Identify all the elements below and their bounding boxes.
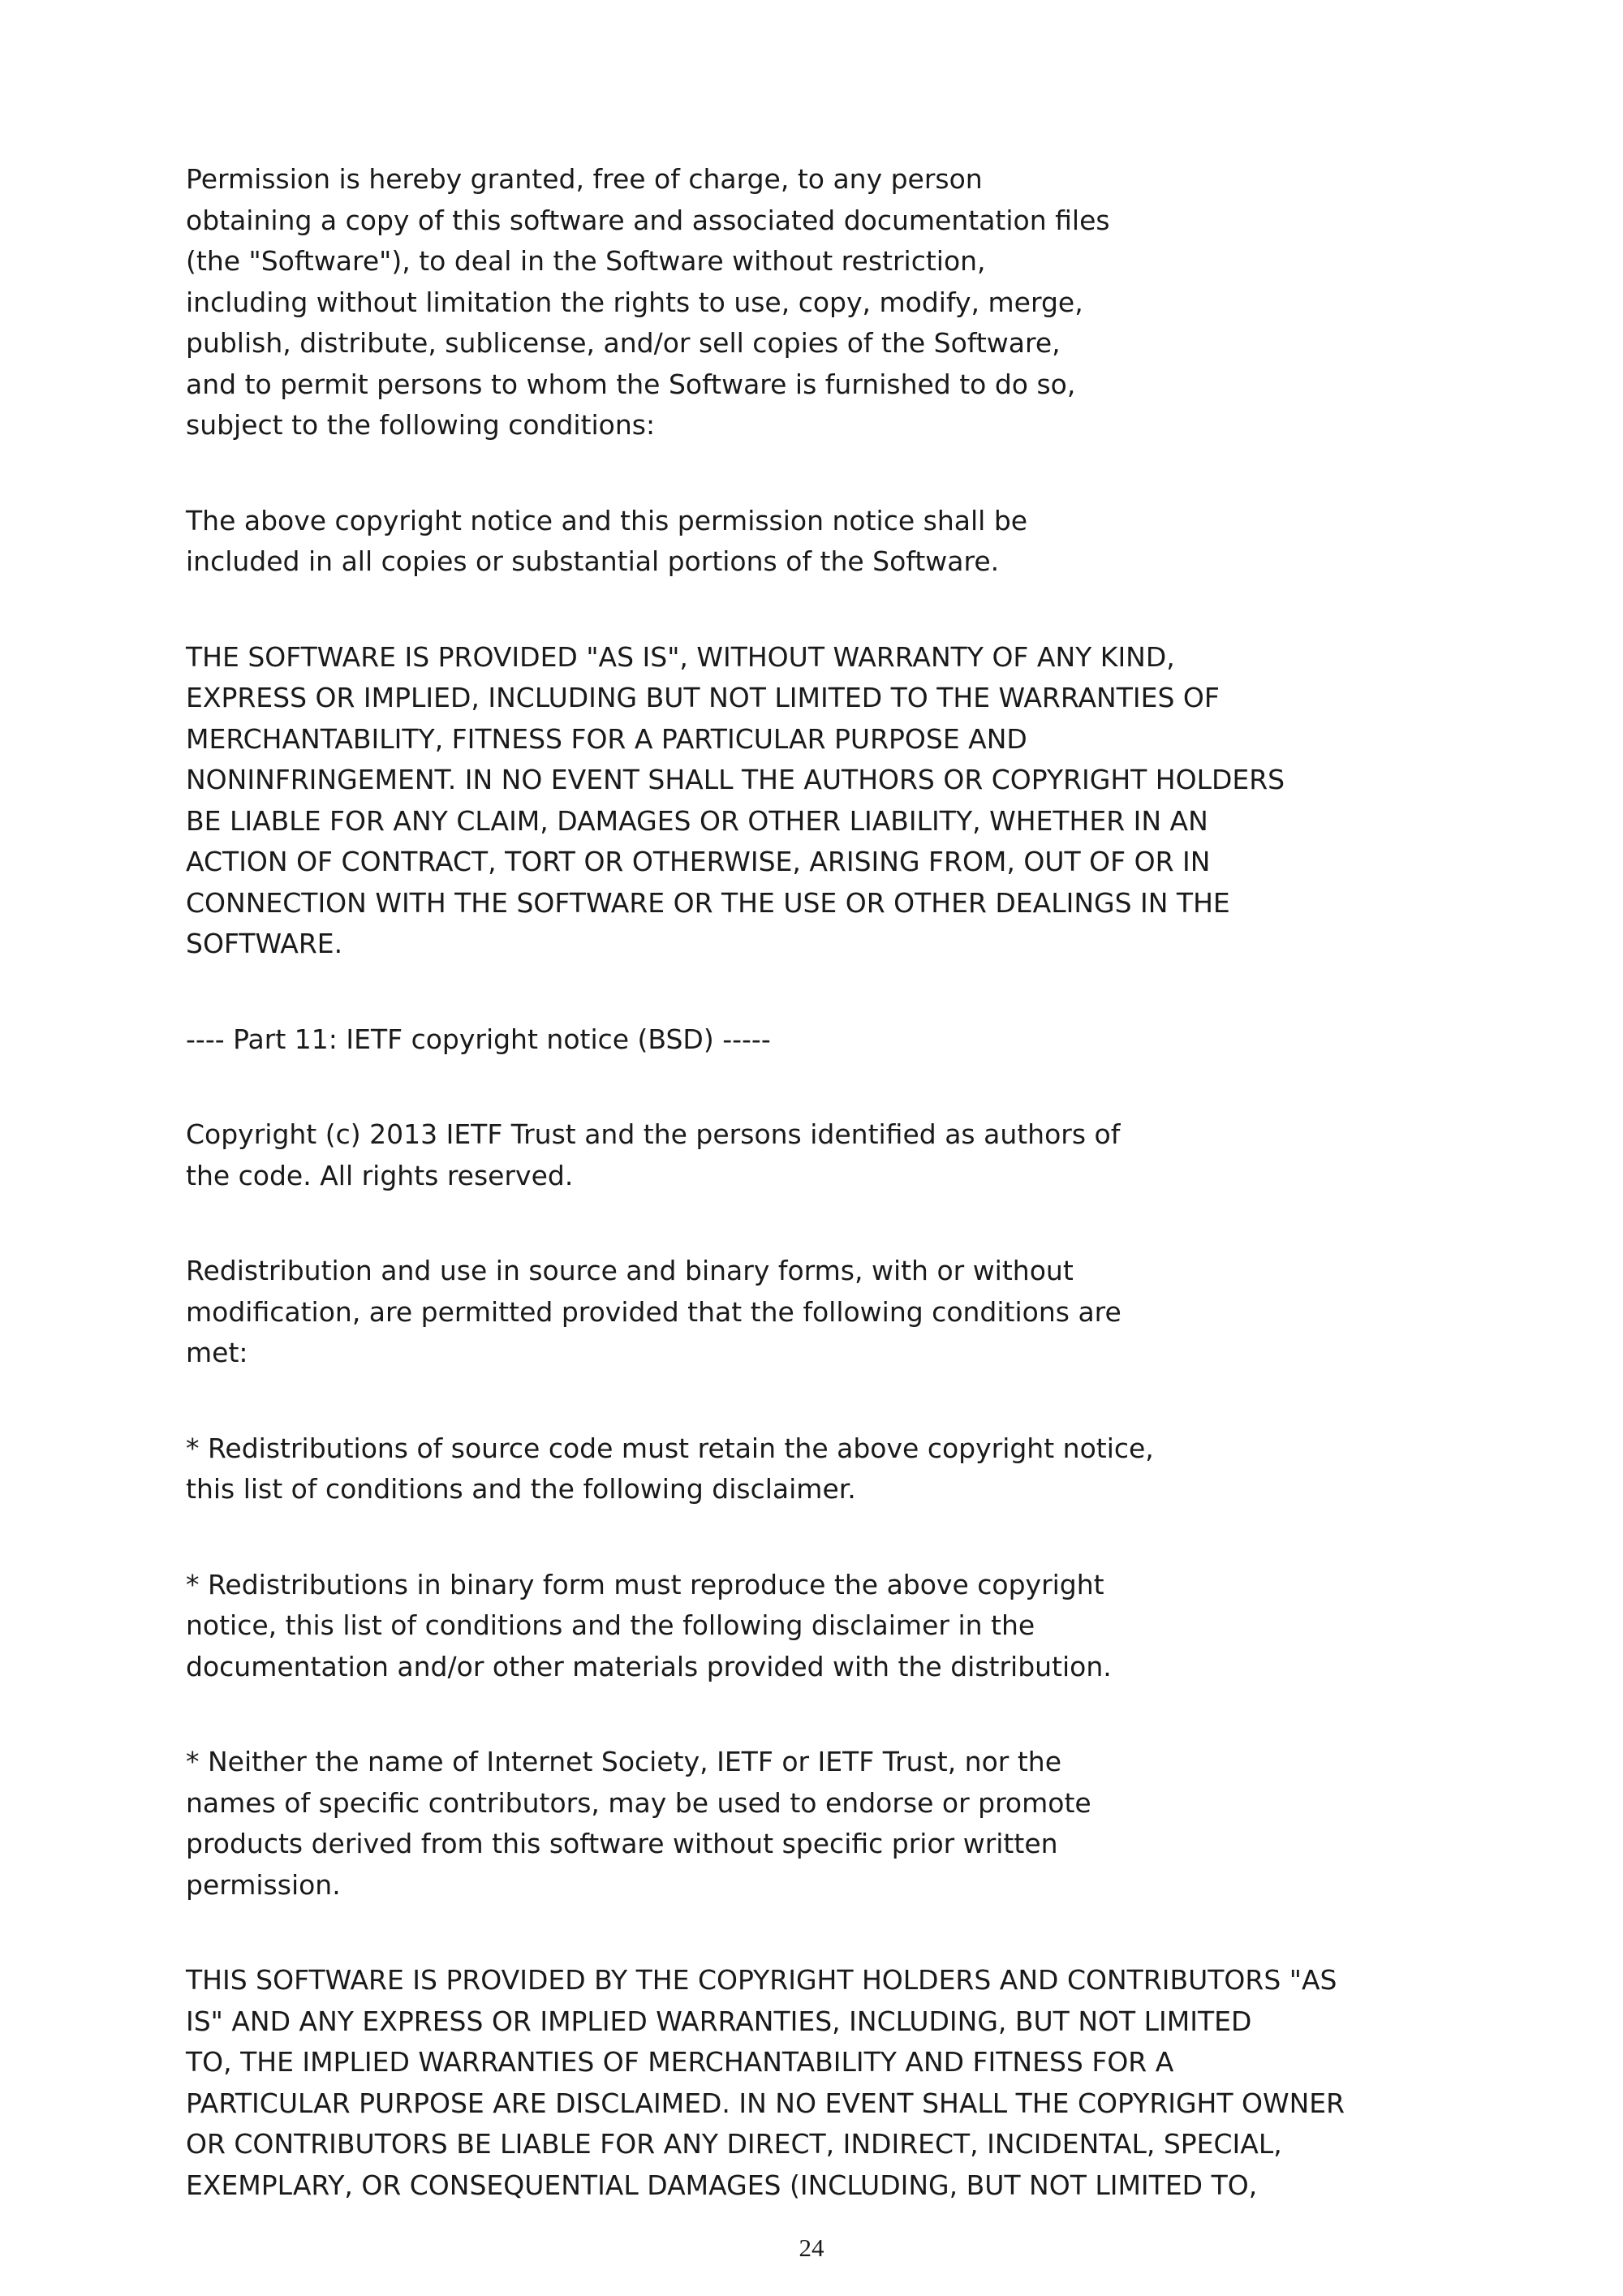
text-line: included in all copies or substantial portions of the Software. [186, 545, 1000, 577]
bsd-disclaimer-paragraph [186, 1960, 1452, 2206]
text-line: THIS SOFTWARE IS PROVIDED BY THE COPYRIGHT HOLDERS AND CONTRIBUTORS "AS [186, 1964, 1337, 1996]
warranty-disclaimer-paragraph [186, 637, 1452, 965]
text-line: ACTION OF CONTRACT, TORT OR OTHERWISE, ARISING FROM, OUT OF OR IN [186, 846, 1211, 877]
text-line: PARTICULAR PURPOSE ARE DISCLAIMED. IN NO EVENT SHALL THE COPYRIGHT OWNER [186, 2087, 1345, 2119]
text-line: The above copyright notice and this permission notice shall be [186, 504, 1028, 536]
text-line: names of specific contributors, may be used to endorse or promote [186, 1786, 1091, 1819]
text-line: Copyright (c) 2013 IETF Trust and the persons identified as authors of [186, 1118, 1121, 1150]
text-line: notice, this list of conditions and the following disclaimer in the [186, 1609, 1035, 1641]
text-line: Redistribution and use in source and binary forms, with or without [186, 1255, 1074, 1286]
text-line: IS" AND ANY EXPRESS OR IMPLIED WARRANTIES, INCLUDING, BUT NOT LIMITED [186, 2005, 1252, 2037]
text-line: EXEMPLARY, OR CONSEQUENTIAL DAMAGES (INCLUDING, BUT NOT LIMITED TO, [186, 2169, 1258, 2201]
condition-source-code [186, 1428, 1452, 1510]
text-line: and to permit persons to whom the Software is furnished to do so, [186, 368, 1076, 400]
notice-inclusion-paragraph [186, 501, 1452, 583]
text-line: documentation and/or other materials provided with the distribution. [186, 1650, 1112, 1682]
copyright-paragraph [186, 1114, 1452, 1196]
text-line: SOFTWARE. [186, 928, 343, 959]
text-line: this list of conditions and the following disclaimer. [186, 1473, 856, 1505]
condition-endorsement [186, 1742, 1452, 1906]
condition-binary-form [186, 1565, 1452, 1688]
text-line: met: [186, 1337, 248, 1368]
text-line: subject to the following conditions: [186, 409, 656, 441]
text-line: permission. [186, 1868, 341, 1901]
redistribution-paragraph [186, 1251, 1452, 1374]
text-line: OR CONTRIBUTORS BE LIABLE FOR ANY DIRECT, INDIRECT, INCIDENTAL, SPECIAL, [186, 2128, 1282, 2160]
permission-paragraph [186, 159, 1452, 446]
text-line: EXPRESS OR IMPLIED, INCLUDING BUT NOT LIMITED TO THE WARRANTIES OF [186, 682, 1220, 713]
text-line: the code. All rights reserved. [186, 1159, 574, 1191]
text-line: including without limitation the rights to use, copy, modify, merge, [186, 286, 1083, 318]
text-line: * Neither the name of Internet Society, IETF or IETF Trust, nor the [186, 1746, 1061, 1777]
text-line: MERCHANTABILITY, FITNESS FOR A PARTICULAR PURPOSE AND [186, 722, 1027, 755]
text-line: Permission is hereby granted, free of charge, to any person [186, 163, 983, 195]
text-line: CONNECTION WITH THE SOFTWARE OR THE USE OR OTHER DEALINGS IN THE [186, 886, 1230, 919]
text-line: THE SOFTWARE IS PROVIDED "AS IS", WITHOUT WARRANTY OF ANY KIND, [186, 640, 1175, 673]
text-line: publish, distribute, sublicense, and/or sell copies of the Software, [186, 327, 1061, 359]
text-line: NONINFRINGEMENT. IN NO EVENT SHALL THE AUTHORS OR COPYRIGHT HOLDERS [186, 764, 1285, 795]
text-line: BE LIABLE FOR ANY CLAIM, DAMAGES OR OTHER LIABILITY, WHETHER IN AN [186, 804, 1208, 837]
document-body [186, 159, 1452, 2260]
text-line: modification, are permitted provided that the following conditions are [186, 1295, 1121, 1328]
text-line: (the "Software"), to deal in the Software without restriction, [186, 245, 986, 277]
section-heading [186, 1019, 1452, 1061]
text-line: obtaining a copy of this software and associated documentation files [186, 204, 1110, 236]
text-line: products derived from this software without specific prior written [186, 1828, 1058, 1859]
page-number: 24 [799, 2234, 824, 2262]
text-line: TO, THE IMPLIED WARRANTIES OF MERCHANTABILITY AND FITNESS FOR A [186, 2046, 1174, 2078]
text-line: ---- Part 11: IETF copyright notice (BSD) ----- [186, 1023, 771, 1055]
text-line: * Redistributions in binary form must reproduce the above copyright [186, 1568, 1104, 1600]
text-line: * Redistributions of source code must retain the above copyright notice, [186, 1432, 1154, 1464]
